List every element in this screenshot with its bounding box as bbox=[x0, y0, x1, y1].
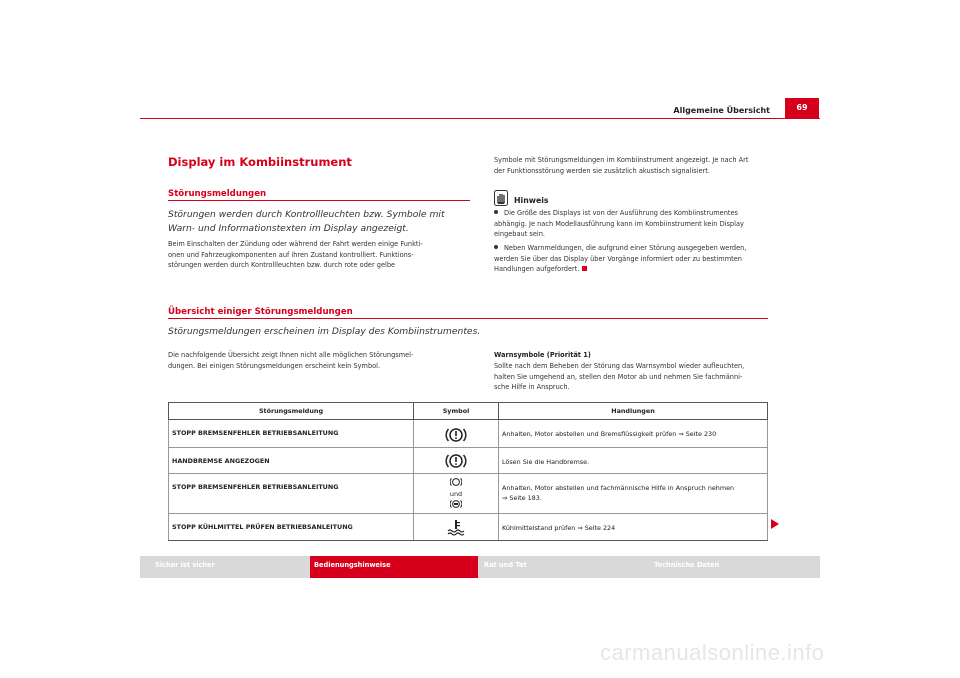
header-rule bbox=[140, 118, 820, 119]
column-header: Störungsmeldung bbox=[169, 403, 414, 420]
warn-body: Sollte nach dem Beheben der Störung das Warnsymbol wieder aufleuchten, halten Sie umgehend an, stellen den Motor ab und nehmen Sie fachmänni- sche Hilfe in Anspruch. bbox=[494, 362, 745, 392]
body-line: Beim Einschalten der Zündung oder während der Fahrt werden einige Funkti- bbox=[168, 240, 423, 248]
action-cell: Kühlmittelstand prüfen ⇒ Seite 224 bbox=[499, 514, 768, 541]
message-cell: STOPP BREMSENFEHLER BETRIEBSANLEITUNG bbox=[169, 420, 414, 448]
fault-messages-table bbox=[168, 402, 768, 541]
watermark: carmanualsonline.info bbox=[600, 640, 825, 665]
footer-tab-rat-und-tat[interactable]: Rat und Tat bbox=[484, 561, 527, 569]
section2-rule bbox=[168, 318, 768, 319]
bullet-icon bbox=[494, 210, 498, 214]
table-row bbox=[169, 474, 768, 514]
end-marker-icon bbox=[582, 266, 587, 271]
message-cell: STOPP BREMSENFEHLER BETRIEBSANLEITUNG bbox=[169, 474, 414, 514]
brake-small-icon bbox=[450, 477, 462, 487]
message-cell: STOPP KÜHLMITTEL PRÜFEN BETRIEBSANLEITUNG bbox=[169, 514, 414, 541]
table-row bbox=[169, 448, 768, 474]
note-item: Die Größe des Displays ist von der Ausführung des Kombiinstrumentes abhängig. Je nach Modellausführung kann im Kombiinstrument kein Display eingebaut sein. bbox=[494, 209, 744, 239]
symbol-cell bbox=[414, 514, 499, 541]
brake-warning-icon bbox=[445, 426, 467, 444]
lead-text: Störungen werden durch Kontrollleuchten bzw. Symbole mit Warn- und Informationstexten im Display angezeigt. bbox=[168, 209, 445, 234]
warn-title: Warnsymbole (Priorität 1) bbox=[494, 351, 591, 359]
body-line: onen und Fahrzeugkomponenten auf ihren Zustand kontrolliert. Funktions- bbox=[168, 250, 414, 259]
running-header-title: Allgemeine Übersicht bbox=[673, 106, 770, 115]
footer-nav bbox=[140, 556, 820, 578]
symbol-cell bbox=[414, 420, 499, 448]
action-cell: Lösen Sie die Handbremse. bbox=[499, 448, 768, 474]
subsection-rule bbox=[168, 200, 470, 201]
footer-tab-sicher[interactable]: Sicher ist sicher bbox=[155, 561, 215, 569]
message-cell: HANDBREMSE ANGEZOGEN bbox=[169, 448, 414, 474]
note-icon bbox=[494, 190, 508, 206]
page-number: 69 bbox=[785, 98, 819, 118]
footer-tab-technische-daten[interactable]: Technische Daten bbox=[654, 561, 720, 569]
note-item: Neben Warnmeldungen, die aufgrund einer Störung ausgegeben werden, werden Sie über das Display über Vorgänge informiert oder zu bestimmten Handlungen aufgefordert. bbox=[494, 244, 747, 274]
body-line: störungen werden durch Kontrollleuchten bzw. durch rote oder gelbe bbox=[168, 261, 396, 270]
coolant-icon bbox=[447, 519, 465, 537]
subsection-title: Störungsmeldungen bbox=[168, 189, 267, 199]
table-header-row bbox=[169, 403, 768, 420]
column-header: Handlungen bbox=[499, 403, 768, 420]
action-cell: Anhalten, Motor abstellen und Bremsflüssigkeit prüfen ⇒ Seite 230 bbox=[499, 420, 768, 448]
symbol-conjunction: und bbox=[449, 490, 463, 498]
body-line: der Funktionsstörung werden sie zusätzlich akustisch signalisiert. bbox=[494, 166, 710, 175]
column-header: Symbol bbox=[414, 403, 499, 420]
symbol-cell bbox=[414, 474, 499, 514]
abs-icon bbox=[450, 499, 462, 509]
section2-body: Die nachfolgende Übersicht zeigt Ihnen nicht alle möglichen Störungsmel- dungen. Bei einigen Störungsmeldungen erscheint kein Symbol. bbox=[168, 351, 414, 370]
section2-lead: Störungsmeldungen erscheinen im Display des Kombiinstrumentes. bbox=[168, 326, 481, 337]
brake-warning-icon bbox=[445, 452, 467, 470]
symbol-cell bbox=[414, 448, 499, 474]
footer-tab-bedienungshinweise[interactable]: Bedienungshinweise bbox=[310, 556, 478, 578]
next-page-arrow-icon[interactable] bbox=[771, 519, 779, 529]
table-row bbox=[169, 514, 768, 541]
action-cell: Anhalten, Motor abstellen und fachmännische Hilfe in Anspruch nehmen ⇒ Seite 183. bbox=[499, 474, 768, 514]
table-row bbox=[169, 420, 768, 448]
section-title: Display im Kombiinstrument bbox=[168, 155, 352, 169]
body-line: Symbole mit Störungsmeldungen im Kombiinstrument angezeigt. Je nach Art bbox=[494, 156, 749, 164]
section2-title: Übersicht einiger Störungsmeldungen bbox=[168, 307, 353, 317]
body-paragraph bbox=[168, 239, 473, 271]
note-title: Hinweis bbox=[514, 196, 549, 205]
body-paragraph-right bbox=[494, 155, 774, 176]
bullet-icon bbox=[494, 245, 498, 249]
